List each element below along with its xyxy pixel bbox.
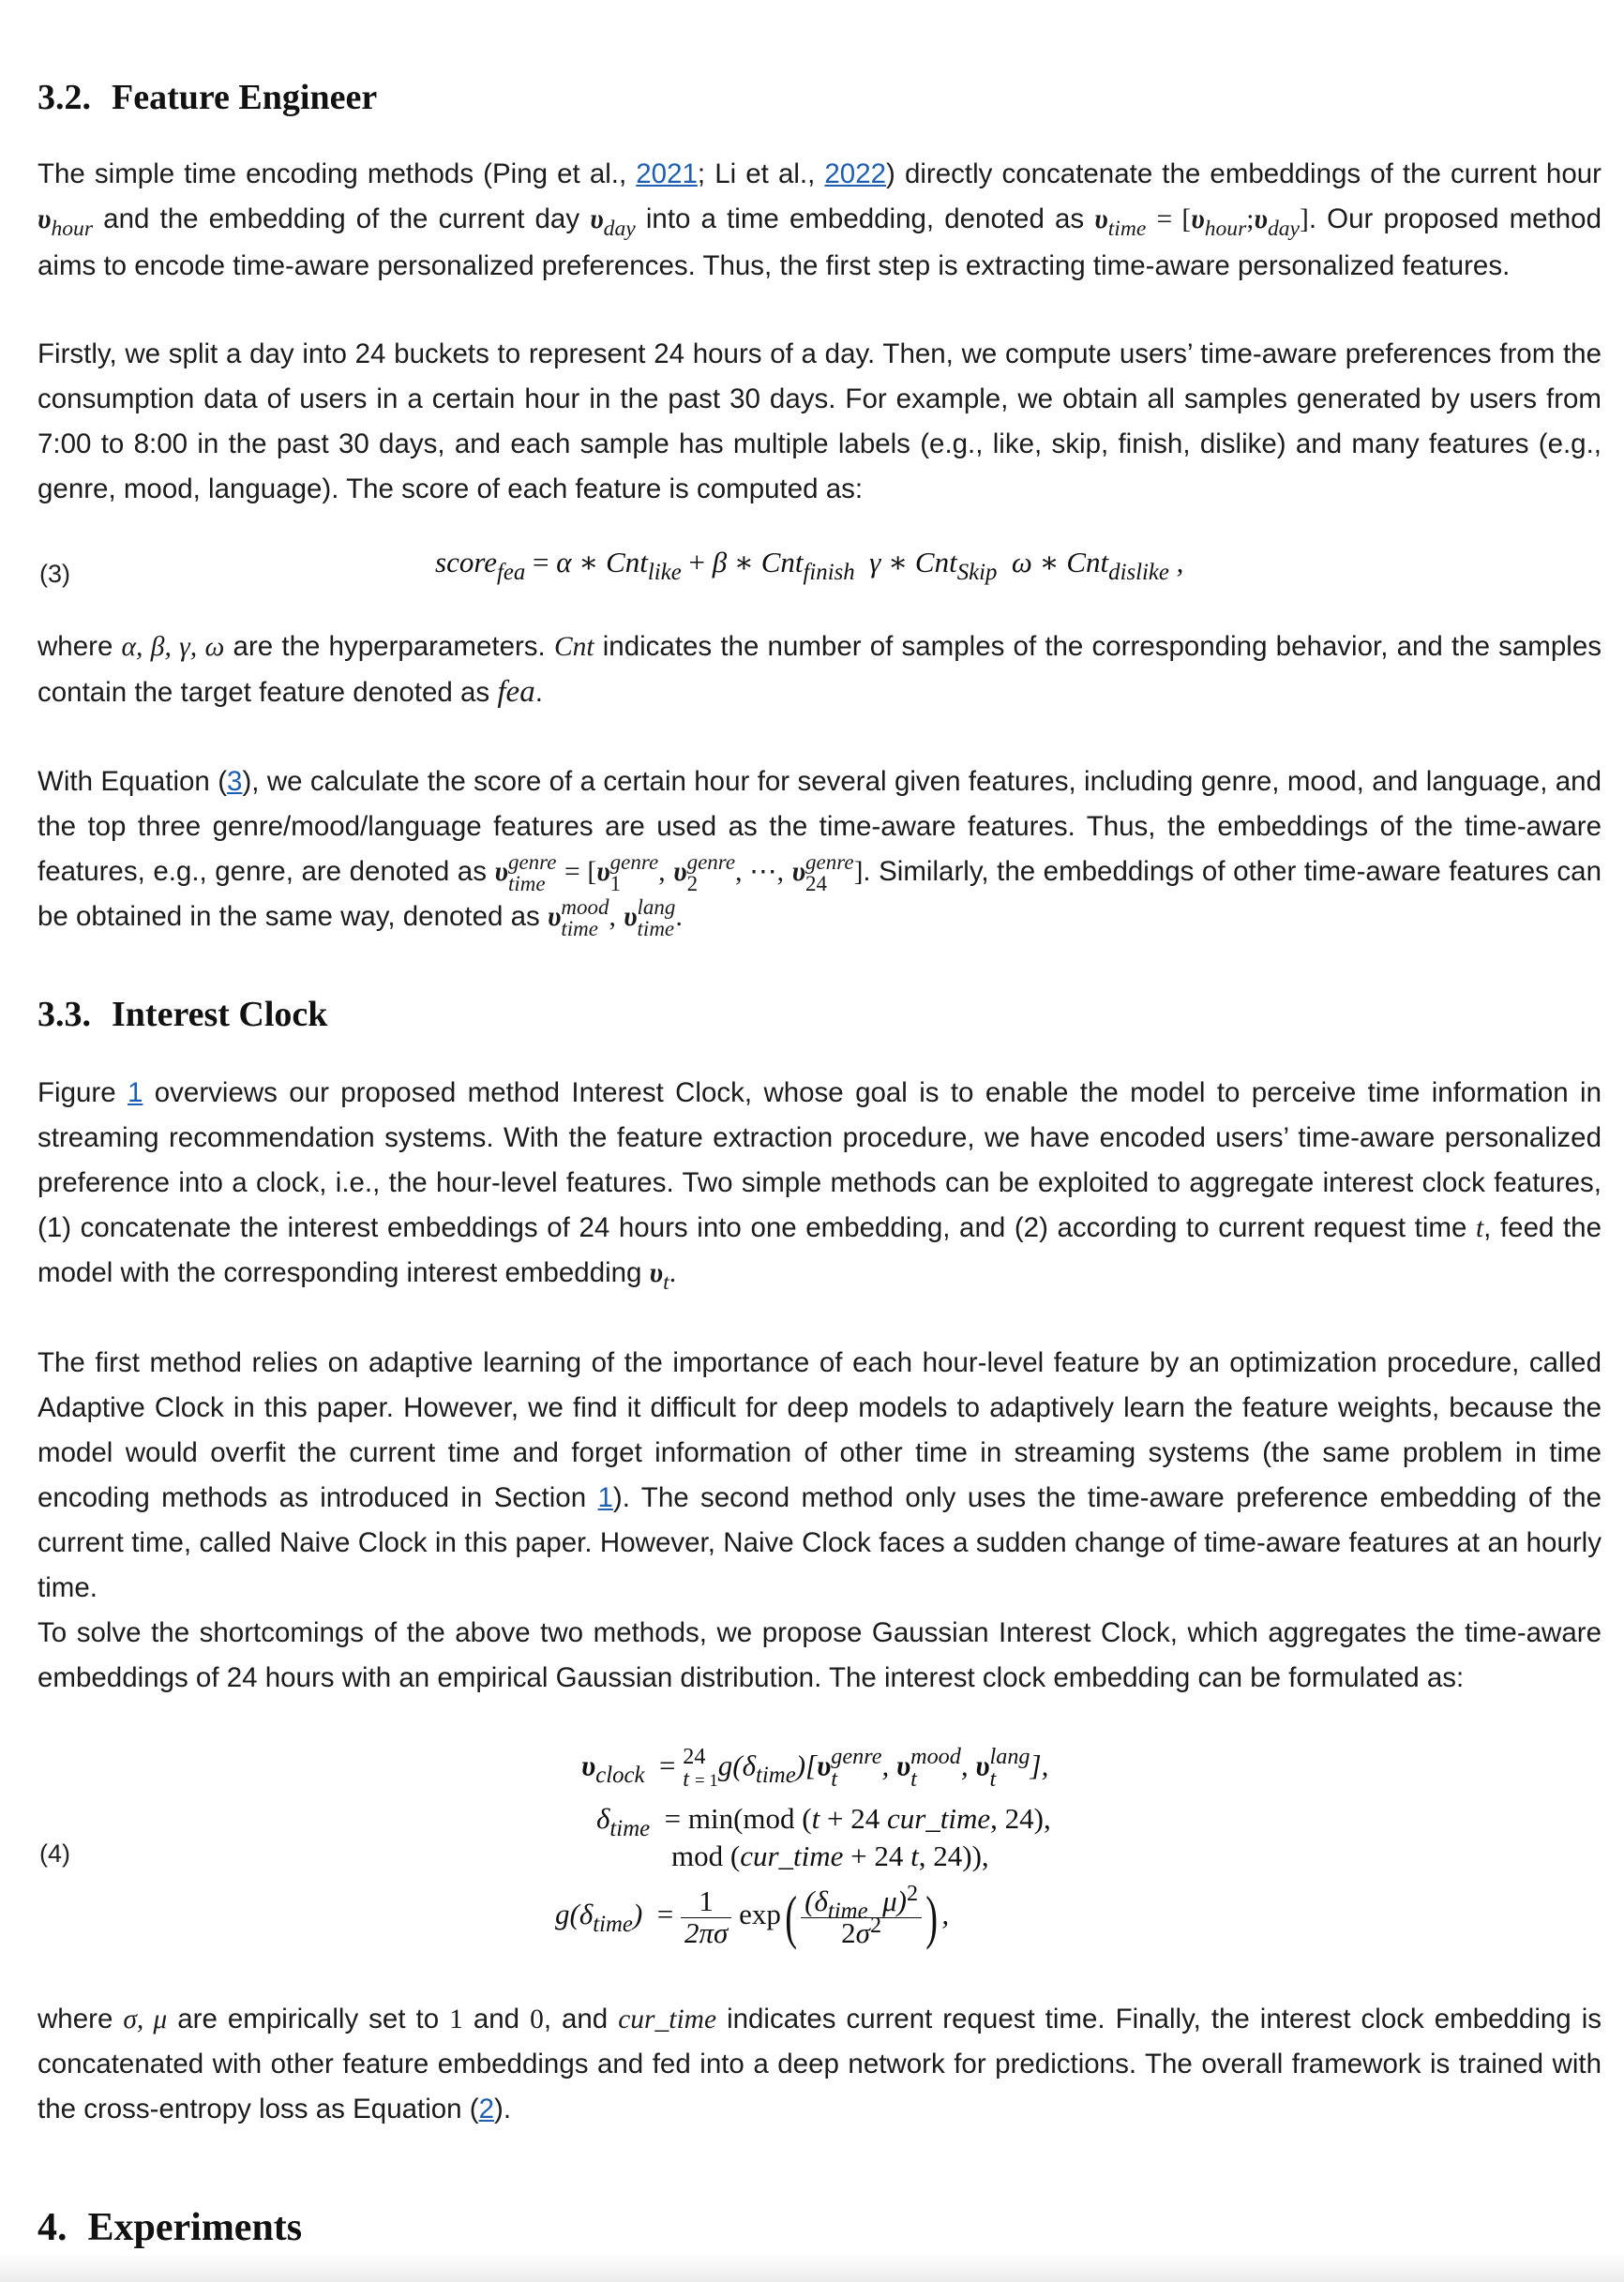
paragraph-time-encoding: The simple time encoding methods (Ping et al., 2021; Li et al., 2022) directly concatenate the embeddings of the current hour $\upsilon_{hour}$ and the embedding of the current day $\upsilon_{day}$ into a time embedding, denoted as $\upsilon_{time}$ = $[\upsilon_{hour};\upsilon_{day}]$. Our proposed method aims to encode time-aware personalized preferences. Thus, the first step is extracting time-aware personalized features. xyxy=(38,158,1601,281)
section-heading-3-3 xyxy=(38,994,327,1035)
paragraph-training: where σ, μ are empirically set to 1 and 0, and cur_time indicates current request time. Finally, the interest clock embedding is concatenated with other feature embeddings and fed into a deep network for predictions. The overall framework is trained with the cross-entropy loss as Equation (2). xyxy=(38,2004,1601,2124)
section-ref-link[interactable]: 1 xyxy=(597,1482,613,1513)
paragraph-time-aware-features: With Equation (3), we calculate the score of a certain hour for several given features, including genre, mood, and language, and the top three genre/mood/language features are used as the time-aware features. Thus, the embeddings of the time-aware features, e.g., genre, are denoted as υ genre time = [υ genre 1 , υ genre 2 , ⋯, υ genre 24 ]. Similarly, the embeddings of other time-aware features can be obtained in the same way, denoted as υ mood time , υ lang time . xyxy=(38,766,1601,941)
equation-delta-line1: $\delta_{time} = \min(mod$ (t + 24 cur_time, 24), xyxy=(596,1802,1051,1841)
section-heading-4 xyxy=(38,2205,302,2250)
paragraph-buckets: Firstly, we split a day into 24 buckets to represent 24 hours of a day. Then, we compute users’ time-aware preferences from the consumption data of users in a certain hour in the past 30 days. For example, we obtain all samples generated by users from 7:00 to 8:00 in the past 30 days, and each sample has multiple labels (e.g., like, skip, finish, dislike) and many features (e.g., genre, mood, language). The score of each feature is computed as: xyxy=(38,338,1601,504)
equation-number: (4) xyxy=(39,1839,70,1868)
paragraph-adaptive-naive-clock: The first method relies on adaptive learning of the importance of each hour-level feature by an optimization procedure, called Adaptive Clock in this paper. However, we find it difficult for deep models to adaptively learn the feature weights, because the model would overfit the current time and forget information of other time in streaming systems (the same problem in time encoding methods as introduced in Section 1). The second method only uses the time-aware preference embedding of the current time, called Naive Clock in this paper. However, Naive Clock faces a sudden change of time-aware features at an hourly time. xyxy=(38,1347,1601,1603)
section-number: 3.2. xyxy=(38,78,91,117)
section-number: 3.3. xyxy=(38,995,91,1034)
figure-ref-link[interactable]: 1 xyxy=(127,1077,143,1108)
equation-number: (3) xyxy=(39,560,70,588)
paragraph-interest-clock: Figure 1 overviews our proposed method Interest Clock, whose goal is to enable the model to perceive time information in streaming recommendation systems. With the feature extraction procedure, we have encoded users’ time-aware personalized preference into a clock, i.e., the hour-level features. Two simple methods can be exploited to aggregate interest clock features, (1) concatenate the interest embeddings of 24 hours into one embedding, and (2) according to current request time t, feed the model with the corresponding interest embedding $\upsilon_t$. xyxy=(38,1077,1601,1295)
equation-delta-line2: mod (cur_time + 24 t, 24)), xyxy=(671,1839,989,1872)
page-bottom-shade xyxy=(0,2254,1624,2282)
section-heading-3-2 xyxy=(38,77,377,118)
section-number: 4. xyxy=(38,2206,68,2249)
citation-link[interactable]: 2022 xyxy=(824,158,887,189)
citation-link[interactable]: 2021 xyxy=(636,158,698,189)
equation-ref-link[interactable]: 2 xyxy=(478,2094,495,2124)
equation-score: score$_{fea}$ = α ∗ Cnt$_{like}$ + β ∗ Cnt$_{finish}$ γ ∗ Cnt$_{Skip}$ ω ∗ Cnt$_{dislike}$ , xyxy=(435,546,1184,585)
equation-ref-link[interactable]: 3 xyxy=(227,766,243,797)
equation-gaussian: $g(\delta_{time})$ = $\frac{1}{2\pi\sigma}$ exp( $\frac{(\delta_{time} \mu)^2}{2\sigma^2}$ ) , xyxy=(555,1881,950,1951)
section-title: Interest Clock xyxy=(112,995,328,1034)
paragraph-hyperparameters: where α, β, γ, ω are the hyperparameters. Cnt indicates the number of samples of the corresponding behavior, and the samples contain the target feature denoted as fea. xyxy=(38,631,1601,709)
section-title: Feature Engineer xyxy=(112,78,378,117)
section-title: Experiments xyxy=(87,2206,303,2249)
paragraph-gaussian-clock: To solve the shortcomings of the above two methods, we propose Gaussian Interest Clock, which aggregates the time-aware embeddings of 24 hours with an empirical Gaussian distribution. The interest clock embedding can be formulated as: xyxy=(38,1617,1601,1693)
equation-clock-line1: $\upsilon_{clock}$ = 24 t = 1 $g(\delta_{time})[\upsilon$ genre t , υ mood t , υ lang t ], xyxy=(581,1744,1049,1793)
